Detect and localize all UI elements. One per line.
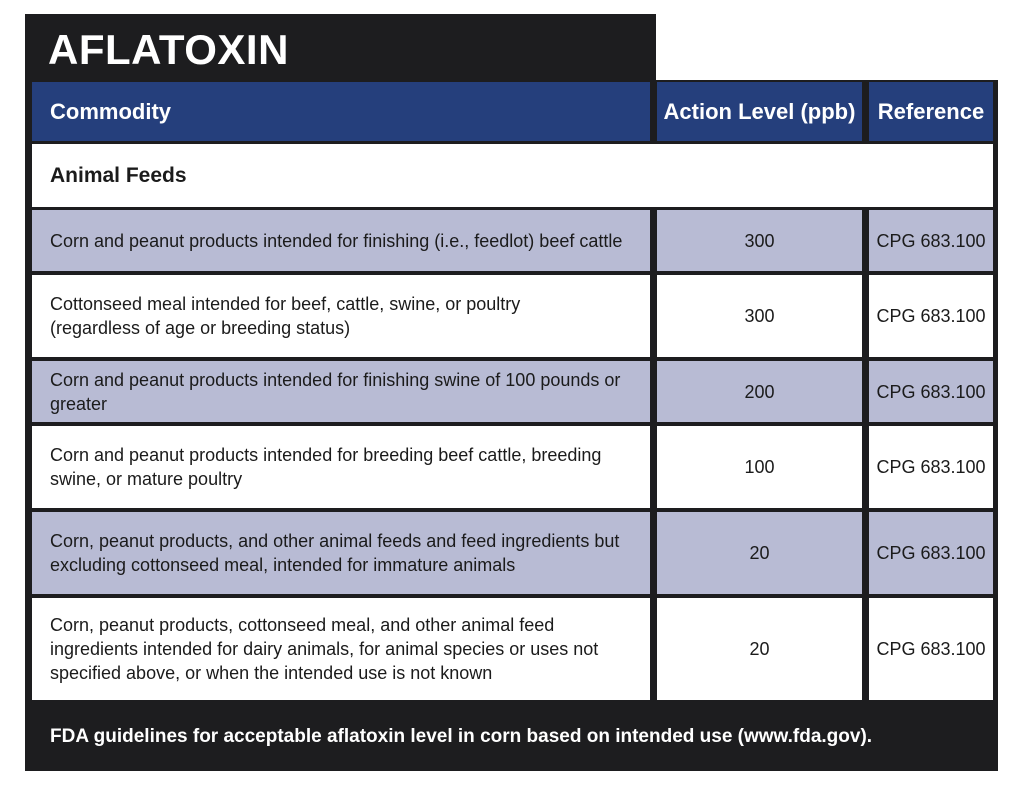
section-label: Animal Feeds [50,163,187,187]
action-level-cell: 300 [657,210,862,271]
commodity-cell: Corn and peanut products intended for finishing (i.e., feedlot) beef cattle [32,210,650,271]
footer-bar [25,702,998,771]
header-commodity: Commodity [32,82,650,141]
commodity-cell: Corn and peanut products intended for finishing swine of 100 pounds or greater [32,361,650,422]
reference-cell: CPG 683.100 [869,275,993,357]
table-row [32,512,993,594]
reference-cell: CPG 683.100 [869,361,993,422]
header-action-level: Action Level (ppb) [657,82,862,141]
reference-cell: CPG 683.100 [869,426,993,508]
action-level-cell: 100 [657,426,862,508]
commodity-cell: Corn, peanut products, cottonseed meal, and other animal feed ingredients intended for dairy animals, for animal species or uses not specified above, or when the intended use is not known [32,598,650,700]
reference-cell: CPG 683.100 [869,210,993,271]
table-row [32,210,993,271]
action-level-table [25,80,998,702]
table-header-row [32,82,993,141]
title-bar [25,14,656,84]
footer-caption: FDA guidelines for acceptable aflatoxin level in corn based on intended use (www.fda.gov). [50,725,873,747]
table-row [32,361,993,422]
action-level-cell: 20 [657,598,862,700]
table-row [32,275,993,357]
reference-cell: CPG 683.100 [869,598,993,700]
table-row [32,598,993,700]
reference-cell: CPG 683.100 [869,512,993,594]
commodity-cell: Corn, peanut products, and other animal feeds and feed ingredients but excluding cottonseed meal, intended for immature animals [32,512,650,594]
table-row [32,426,993,508]
action-level-cell: 200 [657,361,862,422]
section-row [32,144,993,207]
action-level-cell: 300 [657,275,862,357]
header-reference: Reference [869,82,993,141]
commodity-cell: Cottonseed meal intended for beef, cattle, swine, or poultry (regardless of age or breeding status) [32,275,650,357]
commodity-cell: Corn and peanut products intended for breeding beef cattle, breeding swine, or mature poultry [32,426,650,508]
action-level-cell: 20 [657,512,862,594]
page-title: AFLATOXIN [48,26,289,73]
aflatoxin-table-graphic [25,14,998,771]
